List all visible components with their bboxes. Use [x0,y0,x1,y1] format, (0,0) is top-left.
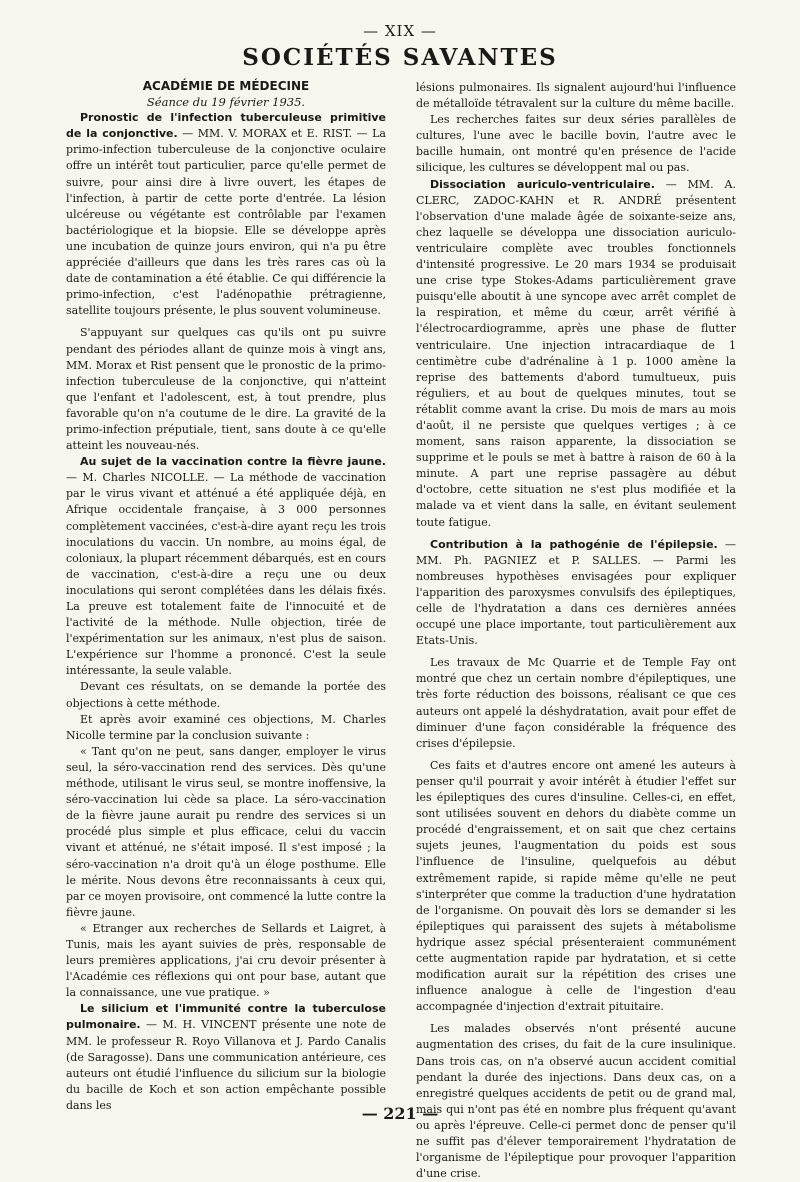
article-nicolle [66,454,386,679]
article-heading: Pronostic de l'infection tuberculeuse primitive de la conjonctive. [66,111,386,141]
article-text: — M. H. VINCENT présente une note de MM. le professeur R. Royo Villanova et J. Pardo Canalis (de Saragosse). Dans une communication antérieure, ces auteurs ont étudié l'influence du silicium sur la biologie du bacille de Koch et son action empêchante possible dans les [66,1018,386,1112]
article-text: — MM. A. CLERC, ZADOC-KAHN et R. ANDRÉ présentent l'observation d'une malade âgée de soixante-seize ans, chez laquelle se développa une dissociation auriculo-ventriculaire complète avec troubles fonctionnels d'intensité progressive. Le 20 mars 1934 se produisait une crise type Stokes-Adams particulièrement grave puisqu'elle aboutit à une syncope avec arrêt complet de la respiration, et même du cœur, arrêt vérifié à l'électrocardiogramme, après une phase de flutter ventriculaire. Une injection intracardiaque de 1 centimètre cube d'adrénaline à 1 p. 1000 amène la reprise des battements d'abord tumultueux, puis réguliers, et au bout de quelques minutes, tout se rétablit comme avant la crise. Du mois de mars au mois d'août, il ne persiste que quelques vertiges ; à ce moment, sans raison apparente, la dissociation se supprime et le pouls se met à battre à raison de 60 à la minute. A part une reprise passagère au début d'octobre, cette situation ne s'est plus modifiée et la malade va et vient dans la salle, en évitant seulement toute fatigue. [416,177,736,529]
article-text: — MM. V. MORAX et E. RIST. — La primo-infection tuberculeuse de la conjonctive oculaire offre un intérêt tout particulier, parce qu'elle permet de suivre, pour ainsi dire à livre ouvert, les étapes de l'infection, à partir de cette porte d'entrée. La lésion ulcéreuse ou végétante est contrôlable par l'examen bactériologique et la biopsie. Elle se développe après une incubation de quinze jours environ, qui n'a pu être appréciée d'ailleurs que dans les très rares cas où la date de contamination a été établie. Ce qui différencie la primo-infection, c'est l'adénopathie prétragienne, satellite toujours présente, le plus souvent volumineuse. [66,127,386,318]
paragraph: Les recherches faites sur deux séries parallèles de cultures, l'une avec le bacille bovin, l'autre avec le bacille humain, ont montré qu'en présence de l'acide silicique, les cultures se développent mal ou pas. [416,113,736,175]
paragraph: Devant ces résultats, on se demande la portée des objections à cette méthode. [66,680,386,710]
article-text: — M. Charles NICOLLE. — La méthode de vaccination par le virus vivant et atténué a été appliquée déjà, en Afrique occidentale française, à 3 000 personnes complètement vaccinées, c'est-à-dire ayant reçu les trois inoculations du vaccin. Un nombre, au moins égal, de coloniaux, la plupart récemment débarqués, est en cours de vaccination, c'est-à-dire a reçu une ou deux inoculations qui seront complétées dans les délais fixés. La preuve est totalement faite de l'innocuité et de l'activité de la méthode. Nulle objection, tirée de l'expérimentation sur les animaux, n'est plus de saison. L'expérience sur l'homme a prononcé. C'est la seule intéressante, la seule valable. [66,471,386,678]
article-text: — MM. Ph. PAGNIEZ et P. SALLES. — Parmi les nombreuses hypothèses envisagées pour expliquer l'apparition des paroxysmes convulsifs des épileptiques, celle de l'hydratation a dans ces dernières années occupé une place importante, tout particulièrement aux Etats-Unis. [416,537,737,648]
article-morax-rist [66,110,386,319]
right-column [416,80,736,1182]
quote-paragraph: « Tant qu'on ne peut, sans danger, employer le virus seul, la séro-vaccination rend des services. Dès qu'une méthode, utilisant le virus seul, se montre inoffensive, la séro-vaccination lui cède sa place. La séro-vaccination de la fièvre jaune aurait pu rendre des services si un procédé plus simple et plus efficace, celui du vaccin vivant et atténué, ne s'était imposé. Il s'est imposé ; la séro-vaccination n'a droit qu'à un éloge posthume. Elle le mérite. Nous devons être reconnaissants à ceux qui, par ce moyen provisoire, ont commencé la lutte contre la fièvre jaune. [66,744,386,919]
page-folio: — 221 — [361,1104,439,1123]
paragraph: S'appuyant sur quelques cas qu'ils ont pu suivre pendant des périodes allant de quinze mois à vingt ans, MM. Morax et Rist pensent que le pronostic de la primo-infection tuberculeuse de la conjonctive, qui n'atteint que l'enfant et l'adolescent, est, à tout prendre, plus favorable qu'on n'a coutume de le dire. La gravité de la primo-infection préputiale, tient, sans doute à ce qu'elle atteint les nouveau-nés. [66,326,386,453]
paragraph: lésions pulmonaires. Ils signalent aujourd'hui l'influence de métalloïde tétravalent sur la culture du même bacille. [416,81,736,111]
article-vincent [66,1001,386,1114]
article-heading: Le silicium et l'immunité contre la tuberculose pulmonaire. [66,1002,386,1032]
article-clerc [416,177,736,531]
article-heading: Contribution à la pathogénie de l'épilepsie. [430,537,718,551]
page-roman-number: — XIX — [363,22,437,40]
academie-heading: ACADÉMIE DE MÉDECINE [142,79,310,93]
paragraph: Et après avoir examiné ces objections, M. Charles Nicolle termine par la conclusion suivante : [66,712,386,742]
paragraph: Les travaux de Mc Quarrie et de Temple Fay ont montré que chez un certain nombre d'épileptiques, une très forte réduction des boissons, réalisant ce que ces auteurs ont appelé la déshydratation, avait pour effet de diminuer d'une façon considérable la fréquence des crises d'épilepsie. [416,656,736,750]
article-pagniez [416,537,736,650]
article-heading: Au sujet de la vaccination contre la fièvre jaune. [80,455,386,469]
left-column [66,78,386,1114]
paragraph: Les malades observés n'ont présenté aucune augmentation des crises, du fait de la cure insulinique. Dans trois cas, on n'a observé aucun accident comitial pendant la durée des injections. Dans deux cas, on a enregistré quelques accidents de petit ou de grand mal, mais qui n'ont pas été en nombre plus fréquent qu'avant ou après l'épreuve. Celle-ci permet donc de penser qu'il ne suffit pas d'élever temporairement l'hydratation de l'organisme de l'épileptique pour provoquer l'apparition d'une crise. [416,1022,736,1181]
section-title: SOCIÉTÉS SAVANTES [242,44,558,71]
quote-paragraph: « Etranger aux recherches de Sellards et Laigret, à Tunis, mais les ayant suivies de près, responsable de leurs premières applications, j'ai cru devoir présenter à l'Académie ces réflexions qui ont pour base, autant que la connaissance, une vue pratique. » [66,921,386,1000]
seance-date: Séance du 19 février 1935. [146,95,306,110]
article-heading: Dissociation auriculo-ventriculaire. [430,177,655,191]
paragraph: Ces faits et d'autres encore ont amené les auteurs à penser qu'il pourrait y avoir intérêt à étudier l'effet sur les épileptiques des cures d'insuline. Celles-ci, en effet, sont utilisées souvent en dehors du diabète comme un procédé d'engraissement, et on sait que chez certains sujets jeunes, l'augmentation du poids est sous l'influence de l'insuline, quelquefois au début extrêmement rapide, si rapide même qu'elle ne peut s'interpréter que comme la traduction d'une hydratation de l'organisme. On pouvait dès lors se demander si les épileptiques qui paraissent des sujets à métabolisme hydrique assez spécial présenteraient communément cette augmentation rapide par hydratation, et si cette modification aurait sur la répétition des crises une influence analogue à celle de l'ingestion d'eau accompagnée d'injection d'extrait pituitaire. [416,758,736,1014]
